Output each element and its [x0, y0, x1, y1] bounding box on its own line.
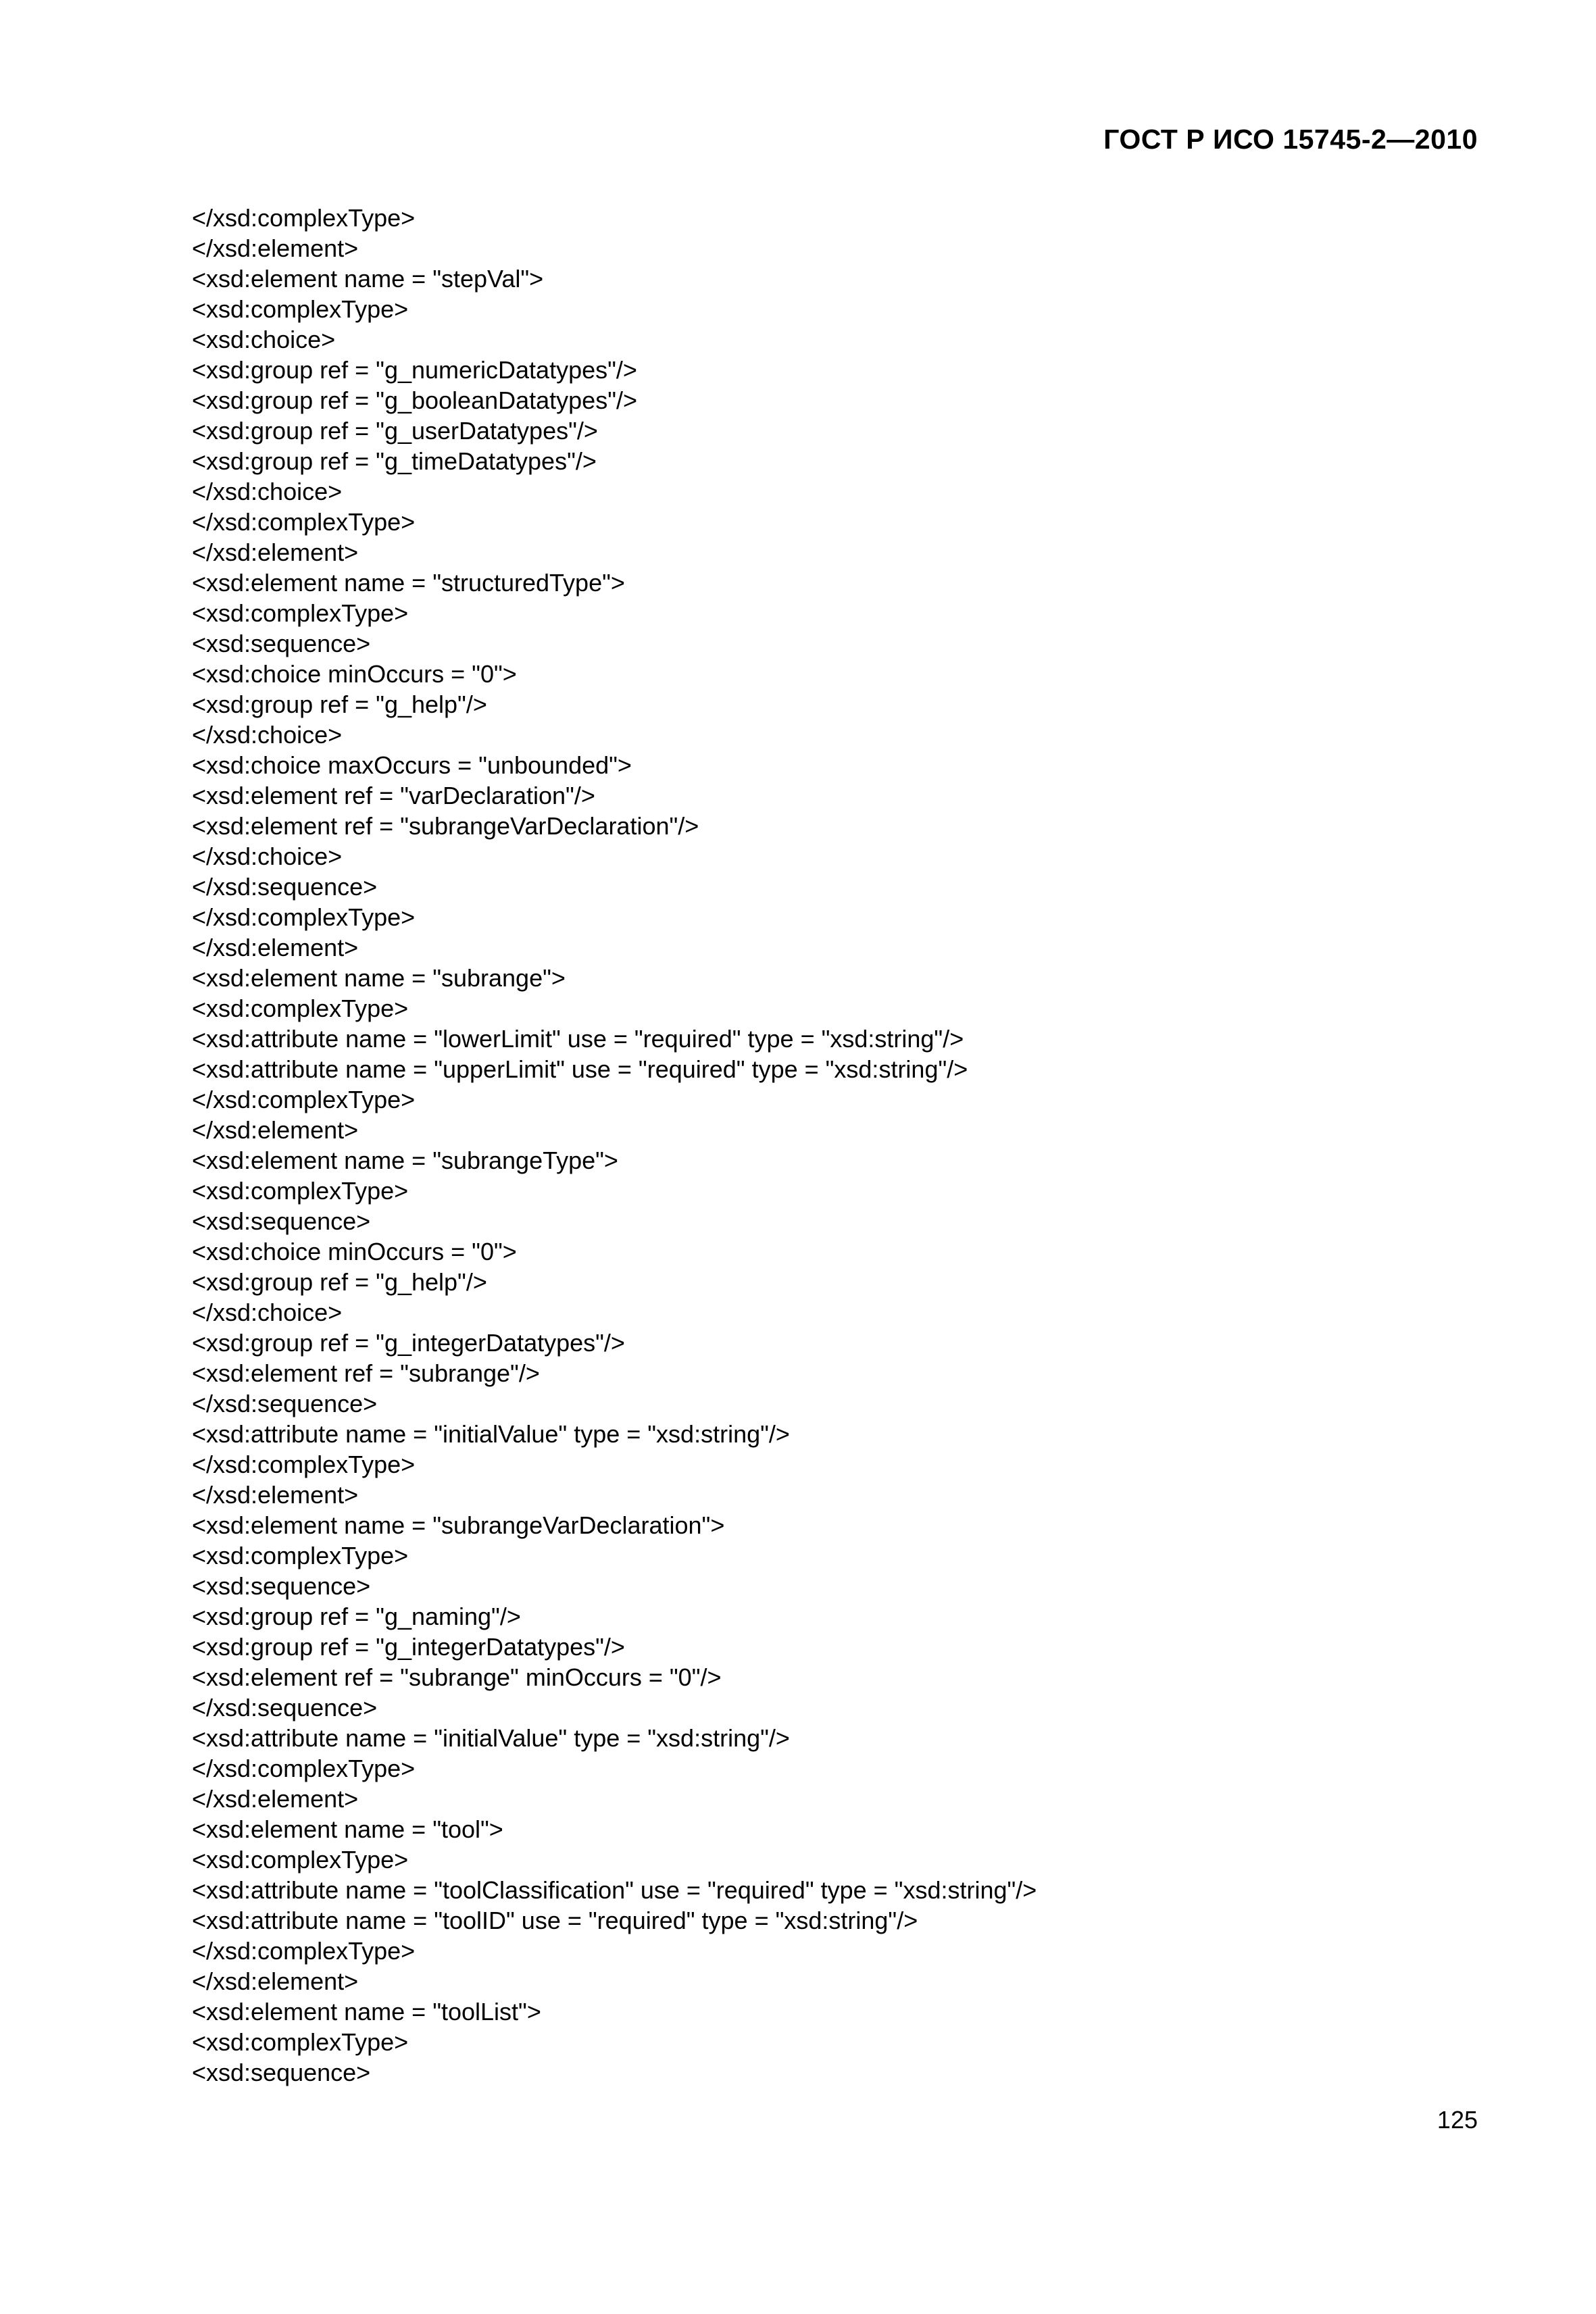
code-line: <xsd:element ref = "subrangeVarDeclaration"/>	[192, 812, 699, 840]
code-line: <xsd:sequence>	[192, 630, 371, 657]
code-line: <xsd:element ref = "subrange" minOccurs = "0"/>	[192, 1663, 722, 1691]
code-line: </xsd:complexType>	[192, 1755, 416, 1782]
code-line: <xsd:group ref = "g_integerDatatypes"/>	[192, 1633, 625, 1661]
code-line: <xsd:group ref = "g_booleanDatatypes"/>	[192, 386, 638, 414]
code-line: <xsd:group ref = "g_timeDatatypes"/>	[192, 447, 597, 475]
code-line: <xsd:element name = "subrangeType">	[192, 1147, 618, 1174]
code-line: <xsd:element ref = "subrange"/>	[192, 1359, 540, 1387]
code-line: <xsd:element name = "structuredType">	[192, 569, 625, 597]
code-line: <xsd:group ref = "g_integerDatatypes"/>	[192, 1329, 625, 1357]
code-line: <xsd:complexType>	[192, 599, 409, 627]
code-line: </xsd:sequence>	[192, 873, 378, 901]
code-line: </xsd:choice>	[192, 721, 343, 749]
code-line: </xsd:element>	[192, 1481, 359, 1509]
code-line: </xsd:complexType>	[192, 1937, 416, 1965]
code-line: <xsd:element name = "subrange">	[192, 964, 566, 992]
code-line: <xsd:element name = "toolList">	[192, 1998, 541, 2026]
code-line: <xsd:group ref = "g_userDatatypes"/>	[192, 417, 598, 445]
code-line: <xsd:complexType>	[192, 1177, 409, 1205]
code-line: <xsd:element ref = "varDeclaration"/>	[192, 782, 595, 809]
code-line: </xsd:element>	[192, 1967, 359, 1995]
code-line: <xsd:choice minOccurs = "0">	[192, 1238, 517, 1265]
document-header: ГОСТ Р ИСО 15745-2—2010	[1103, 124, 1478, 155]
code-line: <xsd:element name = "stepVal">	[192, 265, 544, 293]
code-line: <xsd:attribute name = "toolID" use = "required" type = "xsd:string"/>	[192, 1907, 918, 1934]
code-line: <xsd:sequence>	[192, 1572, 371, 1600]
code-line: <xsd:attribute name = "toolClassification" use = "required" type = "xsd:string"/>	[192, 1876, 1037, 1904]
code-line: <xsd:attribute name = "initialValue" type = "xsd:string"/>	[192, 1420, 790, 1448]
code-line: </xsd:choice>	[192, 1299, 343, 1326]
code-line: <xsd:sequence>	[192, 1207, 371, 1235]
code-line: </xsd:complexType>	[192, 1086, 416, 1113]
code-line: <xsd:complexType>	[192, 295, 409, 323]
code-line: </xsd:element>	[192, 538, 359, 566]
code-line: </xsd:complexType>	[192, 508, 416, 536]
code-line: <xsd:group ref = "g_help"/>	[192, 690, 487, 718]
code-line: <xsd:group ref = "g_naming"/>	[192, 1603, 521, 1630]
code-line: </xsd:complexType>	[192, 903, 416, 931]
page-number: 125	[1437, 2106, 1478, 2134]
code-line: </xsd:choice>	[192, 478, 343, 505]
code-line: </xsd:complexType>	[192, 204, 416, 232]
code-line: <xsd:choice maxOccurs = "unbounded">	[192, 751, 632, 779]
code-line: </xsd:sequence>	[192, 1390, 378, 1417]
code-line: <xsd:complexType>	[192, 995, 409, 1022]
code-line: </xsd:choice>	[192, 842, 343, 870]
code-line: <xsd:sequence>	[192, 2059, 371, 2086]
code-line: <xsd:complexType>	[192, 1542, 409, 1569]
code-line: </xsd:sequence>	[192, 1694, 378, 1721]
xsd-code-listing	[192, 203, 1037, 2088]
code-line: <xsd:choice>	[192, 326, 336, 353]
code-line: <xsd:attribute name = "lowerLimit" use = "required" type = "xsd:string"/>	[192, 1025, 964, 1053]
code-line: </xsd:element>	[192, 1785, 359, 1813]
code-line: </xsd:element>	[192, 234, 359, 262]
code-line: </xsd:element>	[192, 1116, 359, 1144]
code-line: </xsd:complexType>	[192, 1451, 416, 1478]
code-line: <xsd:element name = "subrangeVarDeclaration">	[192, 1511, 725, 1539]
code-line: <xsd:element name = "tool">	[192, 1815, 503, 1843]
code-line: <xsd:complexType>	[192, 2028, 409, 2056]
code-line: <xsd:attribute name = "initialValue" type = "xsd:string"/>	[192, 1724, 790, 1752]
code-line: <xsd:group ref = "g_numericDatatypes"/>	[192, 356, 637, 384]
code-line: <xsd:group ref = "g_help"/>	[192, 1268, 487, 1296]
code-line: <xsd:attribute name = "upperLimit" use = "required" type = "xsd:string"/>	[192, 1055, 968, 1083]
code-line: <xsd:choice minOccurs = "0">	[192, 660, 517, 688]
code-line: </xsd:element>	[192, 934, 359, 961]
code-line: <xsd:complexType>	[192, 1846, 409, 1873]
